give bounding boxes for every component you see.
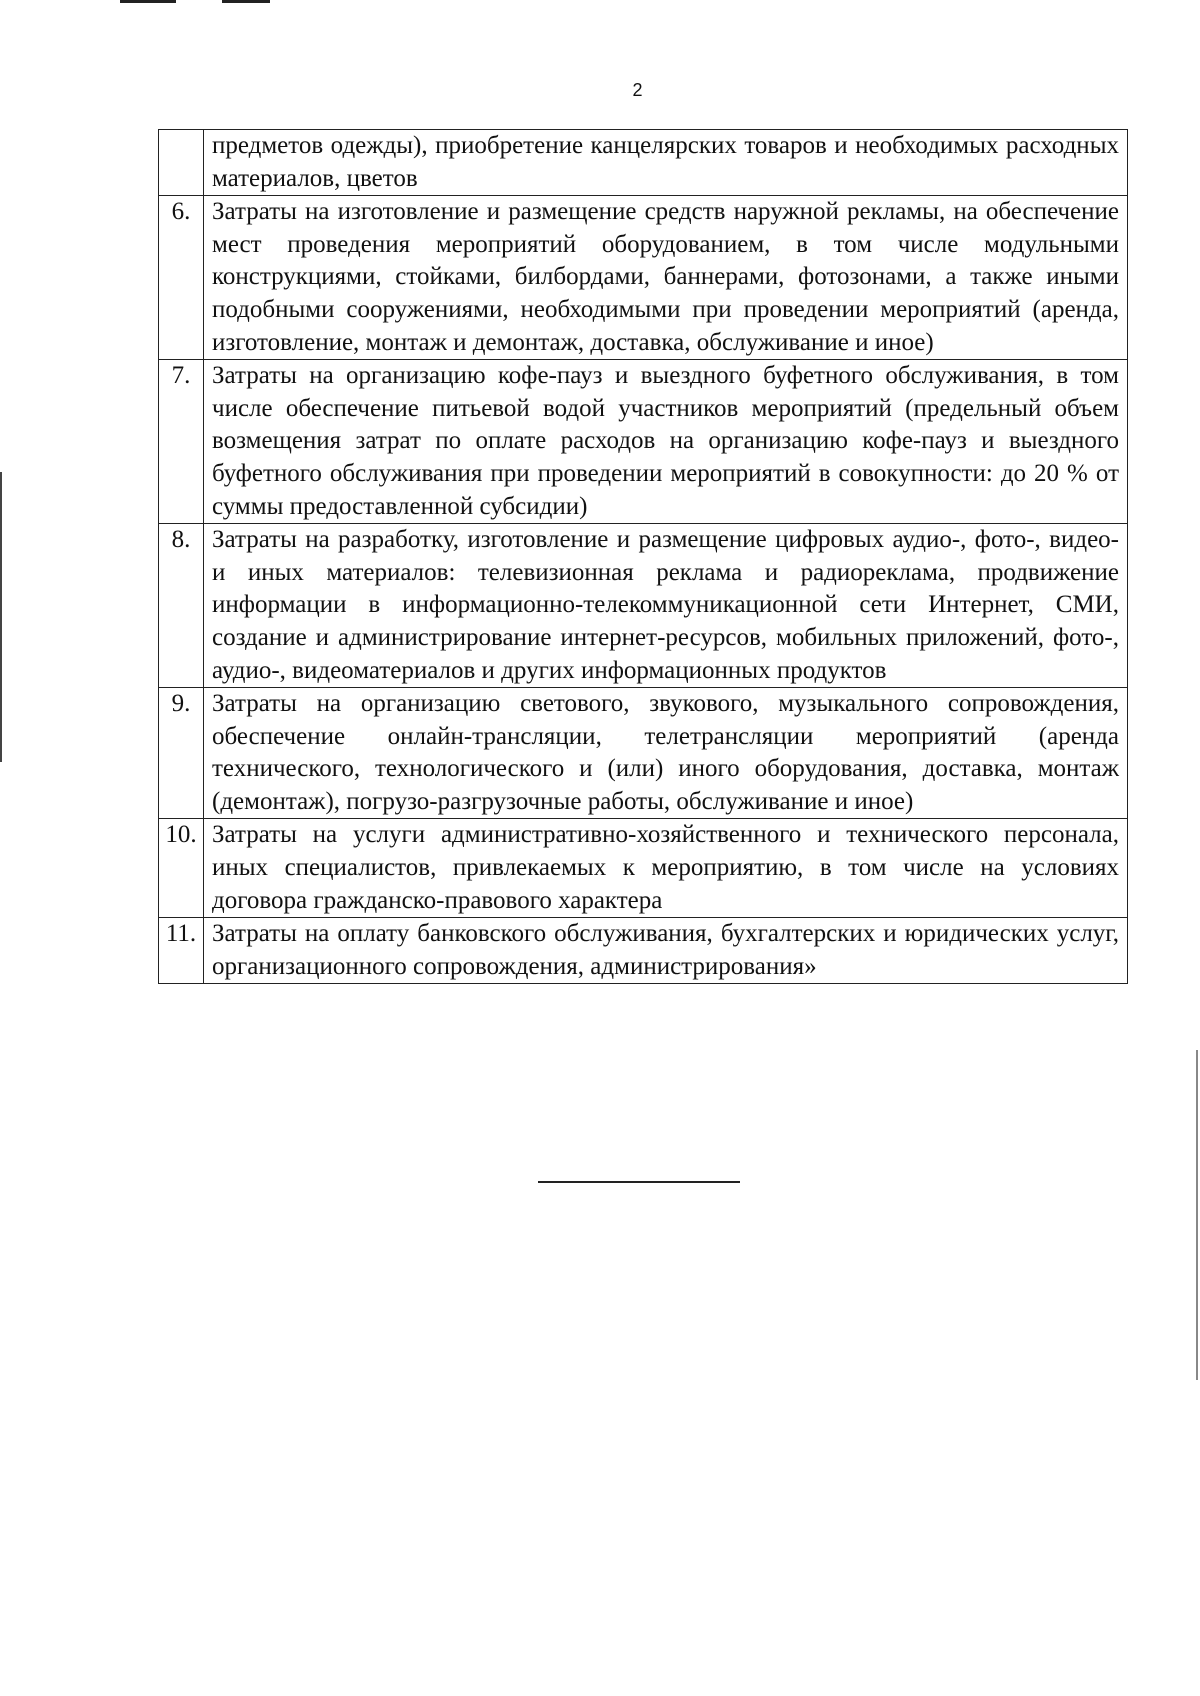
- scan-top-mark: [120, 0, 176, 3]
- row-text: Затраты на организацию светового, звукового, музыкального сопровождения, обеспечение онлайн-трансляции, телетрансляции мероприятий (аренда технического, технологического и (или) иного оборудования, доставка, монтаж (демонтаж), погрузо-разгрузочные работы, обслуживание и иное): [204, 688, 1128, 819]
- table-row: [159, 688, 1128, 819]
- scan-edge-mark: [1196, 1050, 1198, 1380]
- row-text: Затраты на разработку, изготовление и размещение цифровых аудио-, фото-, видео- и иных материалов: телевизионная реклама и радиореклама, продвижение информации в информационно-телекоммуникационной сети Интернет, СМИ, создание и администрирование интернет-ресурсов, мобильных приложений, фото-, аудио-, видеоматериалов и других информационных продуктов: [204, 524, 1128, 688]
- scan-top-mark: [222, 0, 270, 3]
- end-of-document-rule: [538, 1181, 740, 1183]
- row-text: Затраты на организацию кофе-пауз и выездного буфетного обслуживания, в том числе обеспечение питьевой водой участников мероприятий (предельный объем возмещения затрат по оплате расходов на организацию кофе-пауз и выездного буфетного обслуживания при проведении мероприятий в совокупности: до 20 % от суммы предоставленной субсидии): [204, 360, 1128, 524]
- row-text: предметов одежды), приобретение канцелярских товаров и необходимых расходных материалов, цветов: [204, 130, 1128, 196]
- row-number: [159, 130, 204, 196]
- row-text: Затраты на изготовление и размещение средств наружной рекламы, на обеспечение мест проведения мероприятий оборудованием, в том числе модульными конструкциями, стойками, билбордами, баннерами, фотозонами, а также иными подобными сооружениями, необходимыми при проведении мероприятий (аренда, изготовление, монтаж и демонтаж, доставка, обслуживание и иное): [204, 196, 1128, 360]
- table-row: [159, 918, 1128, 984]
- row-number: 11.: [159, 918, 204, 984]
- row-number: 7.: [159, 360, 204, 524]
- row-text: Затраты на оплату банковского обслуживания, бухгалтерских и юридических услуг, организационного сопровождения, администрирования»: [204, 918, 1128, 984]
- table-row: [159, 130, 1128, 196]
- table-row: [159, 819, 1128, 918]
- row-number: 8.: [159, 524, 204, 688]
- row-number: 9.: [159, 688, 204, 819]
- scan-edge-mark: [0, 472, 2, 762]
- table-row: [159, 524, 1128, 688]
- table-row: [159, 360, 1128, 524]
- row-number: 6.: [159, 196, 204, 360]
- cost-items-table: [158, 129, 1128, 984]
- row-text: Затраты на услуги административно-хозяйственного и технического персонала, иных специалистов, привлекаемых к мероприятию, в том числе на условиях договора гражданско-правового характера: [204, 819, 1128, 918]
- table-row: [159, 196, 1128, 360]
- page-number: 2: [632, 80, 643, 100]
- row-number: 10.: [159, 819, 204, 918]
